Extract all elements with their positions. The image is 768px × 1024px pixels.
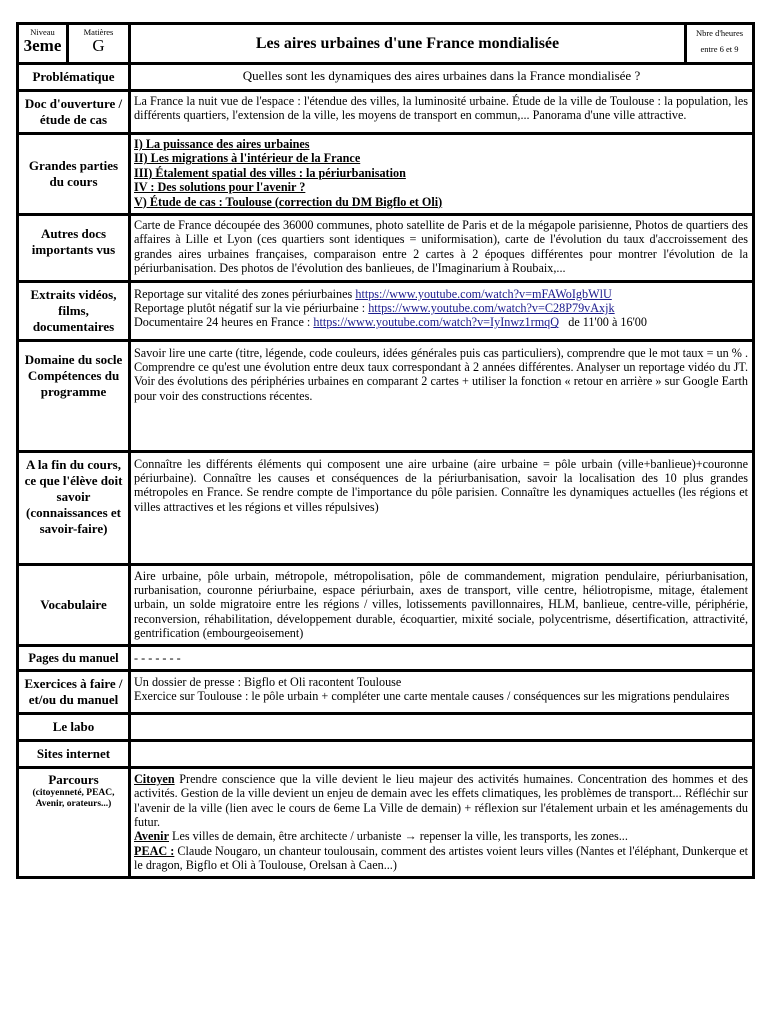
grandes-parties-list: [130, 134, 754, 215]
partie-item-2: II) Les migrations à l'intérieur de la France: [134, 151, 361, 166]
problematique-label: Problématique: [18, 64, 130, 91]
vocabulaire-label: Vocabulaire: [18, 564, 130, 645]
problematique-text: Quelles sont les dynamiques des aires urbaines dans la France mondialisée ?: [130, 64, 754, 91]
labo-label: Le labo: [18, 713, 130, 740]
extrait-text-1: Reportage sur vitalité des zones périurbaines: [134, 286, 353, 301]
exercice-item-2: Exercice sur Toulouse : le pôle urbain + compléter une carte mentale causes / conséquences sur les migrations pendulaires: [134, 689, 730, 704]
parcours-item-citoyen: [134, 772, 748, 830]
problematique-row: [18, 64, 754, 91]
partie-item-3: III) Étalement spatial des villes : la périurbanisation: [134, 165, 406, 180]
parcours-item-avenir: [134, 829, 748, 843]
extrait-suffix-3: de 11'00 à 16'00: [568, 315, 647, 330]
partie-item-4: IV : Des solutions pour l'avenir ?: [134, 180, 306, 195]
labo-text: [130, 713, 754, 740]
exercices-row: [18, 670, 754, 713]
sites-label: Sites internet: [18, 740, 130, 767]
extrait-link-2[interactable]: https://www.youtube.com/watch?v=C28P79vAxjk: [368, 301, 615, 316]
doc-ouverture-label: Doc d'ouverture / étude de cas: [18, 91, 130, 134]
extraits-row: [18, 281, 754, 340]
parcours-list: [130, 767, 754, 877]
parcours-item-peac: [134, 844, 748, 873]
extrait-link-1[interactable]: https://www.youtube.com/watch?v=mFAWoIgbWlU: [355, 286, 612, 301]
doc-ouverture-text: La France la nuit vue de l'espace : l'étendue des villes, la luminosité urbaine. Étude de la ville de Toulouse : la population, les différents quartiers, l'extension de la ville, les moyens de transport en commun,... Panorama d'une ville attractive.: [130, 91, 754, 134]
niveau-cell: [18, 24, 68, 64]
extrait-text-3: Documentaire 24 heures en France :: [134, 315, 311, 330]
autres-docs-text: Carte de France découpée des 36000 communes, photo satellite de Paris et de la mégapole parisienne, Photos de quartiers des affaires à Lille et Lyon (ces quartiers sont identiques = uniformisation), carte de l'évolution du taux d'accroissement des grandes aires urbaines françaises, comparaison entre 2 cartes à 2 époques différentes pour montrer l'évolution de la périurbanisation. Des photos de l'évolution des banlieues, de l'Imaginarium à Roubaix,...: [130, 215, 754, 282]
extrait-text-2: Reportage plutôt négatif sur la vie périurbaine :: [134, 301, 366, 316]
sites-row: [18, 740, 754, 767]
extrait-line-1: [134, 287, 748, 301]
parcours-key-peac: PEAC :: [134, 843, 175, 858]
matiere-label: Matières: [83, 27, 114, 37]
doc-ouverture-row: [18, 91, 754, 134]
fin-cours-text: Connaître les différents éléments qui composent une aire urbaine (aire urbaine = pôle urbain (ville+banlieue)+couronne périurbaine). Connaître les causes et conséquences de la périurbanisation, savoir la localisation des 10 plus grandes métropoles en France. Se rendre compte de l'importance du pôle parisien. Connaître les dynamiques actuelles (les régions et villes attractives et les régions et villes répulsives): [130, 451, 754, 564]
fin-cours-label: A la fin du cours, ce que l'élève doit savoir (connaissances et savoir-faire): [18, 451, 130, 564]
parcours-key-citoyen: Citoyen: [134, 771, 175, 786]
parcours-sublabel: (citoyenneté, PEAC, Avenir, orateurs...): [32, 787, 115, 809]
parcours-row: [18, 767, 754, 877]
parcours-text-peac: Claude Nougaro, un chanteur toulousain, comment des artistes voient leurs villes (Nantes et l'éléphant, Dunkerque et le dragon, Bigflo et Oli à Toulouse, Orelsan à Caen...): [134, 843, 748, 873]
partie-item-5: V) Étude de cas : Toulouse (correction du DM Bigflo et Oli): [134, 194, 443, 209]
header-row: [18, 24, 754, 64]
sites-text: [130, 740, 754, 767]
niveau-value: 3eme: [23, 36, 62, 55]
hours-cell: [686, 24, 754, 64]
domaine-text: Savoir lire une carte (titre, légende, code couleurs, idées générales puis cas particuliers), comprendre que le mot taux = un % . Comprendre ce qu'est une évolution entre deux taux correspondant à 2 années différentes. Analyser un reportage vidéo du JT. Voir des évolutions des périphéries urbaines en comparant 2 cartes + utiliser la fonction « retour en arrière » sur Google Earth pour voir des constructions récentes.: [130, 340, 754, 451]
domaine-row: [18, 340, 754, 451]
pages-manuel-label: Pages du manuel: [18, 645, 130, 670]
matiere-value: G: [92, 36, 105, 55]
domaine-label: Domaine du socle Compétences du programme: [18, 340, 130, 451]
autres-docs-label: Autres docs importants vus: [18, 215, 130, 282]
parcours-text-citoyen: Prendre conscience que la ville devient le lieu majeur des activités humaines. Concentration des hommes et des activités. Gestion de la ville devient un enjeu de demain avec les effets climatiques, les problèmes de transport... Réfléchir sur l'avenir de la ville (lien avec le cours de 6eme La Ville de demain) + réflexion sur l'étalement urbain et les aménagements du futur.: [134, 771, 748, 829]
labo-row: [18, 713, 754, 740]
matiere-cell: [68, 24, 130, 64]
partie-item-1: I) La puissance des aires urbaines: [134, 137, 310, 151]
extrait-line-3: [134, 315, 748, 329]
parcours-text-avenir: Les villes de demain, être architecte / urbaniste → repenser la ville, les transports, les zones...: [168, 829, 628, 844]
extraits-list: [130, 281, 754, 340]
vocabulaire-row: [18, 564, 754, 645]
lesson-sheet: [16, 22, 752, 879]
extrait-link-3[interactable]: https://www.youtube.com/watch?v=IyInwz1rmqQ: [313, 315, 560, 330]
vocabulaire-text: Aire urbaine, pôle urbain, métropole, métropolisation, pôle de commandement, migration pendulaire, périurbanisation, rurbanisation, couronne périurbaine, espace périurbain, axes de transport, ville centre, héliotropisme, mitage, étalement urbain, un solde migratoire entre les régions / villes, lotissements pavillonnaires, HLM, banlieue, centre-ville, périphérie, reconversion, réhabilitation, développement durable, écoquartier, mixité sociale, polycentrisme, désertification, attractivité, gentrification (embourgeoisement): [130, 564, 754, 645]
fin-cours-row: [18, 451, 754, 564]
page-title: Les aires urbaines d'une France mondialisée: [130, 24, 686, 64]
parcours-label-cell: [18, 767, 130, 877]
niveau-label: Niveau: [30, 27, 55, 37]
pages-manuel-text: - - - - - - -: [130, 645, 754, 670]
hours-value: entre 6 et 9: [700, 44, 739, 54]
lesson-table: [16, 22, 755, 879]
extraits-label: Extraits vidéos, films, documentaires: [18, 281, 130, 340]
grandes-parties-label: Grandes parties du cours: [18, 134, 130, 215]
pages-manuel-row: [18, 645, 754, 670]
hours-label: Nbre d'heures: [695, 28, 744, 38]
exercice-item-1: Un dossier de presse : Bigflo et Oli racontent Toulouse: [134, 674, 402, 689]
grandes-parties-row: [18, 134, 754, 215]
extrait-line-2: [134, 301, 748, 315]
exercices-label: Exercices à faire / et/ou du manuel: [18, 670, 130, 713]
parcours-label: Parcours: [48, 771, 99, 787]
autres-docs-row: [18, 215, 754, 282]
exercices-list: [130, 670, 754, 713]
parcours-key-avenir: Avenir: [134, 829, 169, 844]
